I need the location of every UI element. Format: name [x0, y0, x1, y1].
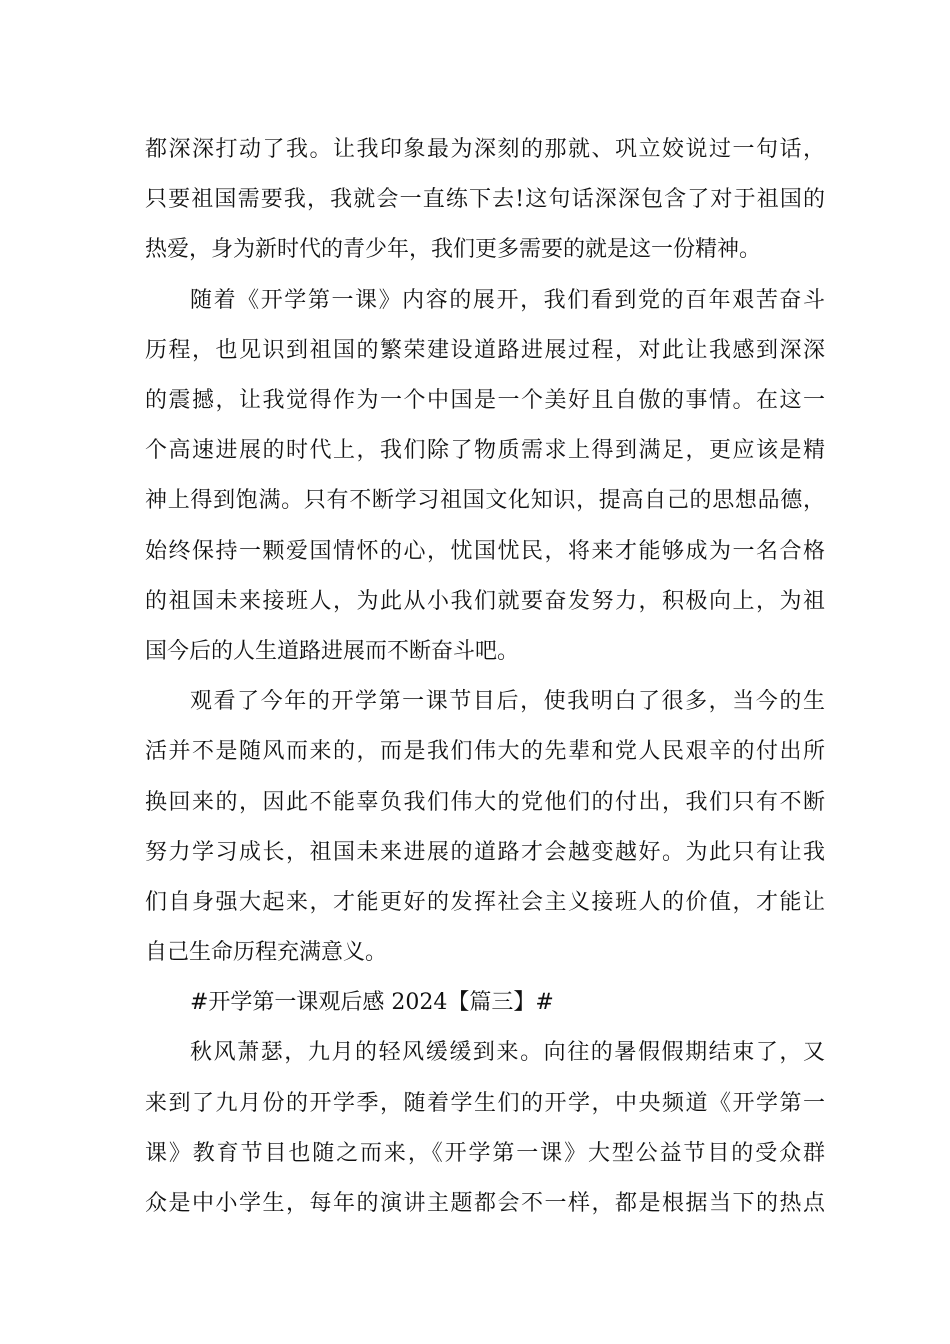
- paragraph-2-line-3: 的震撼，让我觉得作为一个中国是一个美好且自傲的事情。在这一: [145, 388, 825, 413]
- paragraph-2-line-2: 历程，也见识到祖国的繁荣建设道路进展过程，对此让我感到深深: [145, 338, 825, 363]
- paragraph-4-line-2: 来到了九月份的开学季，随着学生们的开学，中央频道《开学第一: [145, 1091, 825, 1116]
- paragraph-3-line-6: 自己生命历程充满意义。: [145, 940, 388, 965]
- paragraph-2-line-1: 随着《开学第一课》内容的展开，我们看到党的百年艰苦奋斗: [190, 288, 825, 313]
- paragraph-2-line-8: 国今后的人生道路进展而不断奋斗吧。: [145, 639, 520, 664]
- paragraph-4-line-1: 秋风萧瑟，九月的轻风缓缓到来。向往的暑假假期结束了，又: [190, 1040, 825, 1065]
- paragraph-1-line-1: 都深深打动了我。让我印象最为深刻的那就、巩立姣说过一句话，: [145, 137, 825, 162]
- paragraph-2-line-5: 神上得到饱满。只有不断学习祖国文化知识，提高自己的思想品德，: [145, 488, 825, 513]
- paragraph-3-line-5: 们自身强大起来，才能更好的发挥社会主义接班人的价值，才能让: [145, 890, 825, 915]
- paragraph-3-line-2: 活并不是随风而来的，而是我们伟大的先辈和党人民艰辛的付出所: [145, 739, 825, 764]
- paragraph-4-line-4: 众是中小学生，每年的演讲主题都会不一样，都是根据当下的热点: [145, 1191, 825, 1216]
- paragraph-3-line-4: 努力学习成长，祖国未来进展的道路才会越变越好。为此只有让我: [145, 840, 825, 865]
- paragraph-1-line-2: 只要祖国需要我，我就会一直练下去!这句话深深包含了对于祖国的: [145, 187, 825, 212]
- paragraph-4-line-3: 课》教育节目也随之而来，《开学第一课》大型公益节目的受众群: [145, 1141, 825, 1166]
- paragraph-2-line-4: 个高速进展的时代上，我们除了物质需求上得到满足，更应该是精: [145, 438, 825, 463]
- paragraph-3-line-1: 观看了今年的开学第一课节目后，使我明白了很多，当今的生: [190, 689, 825, 714]
- paragraph-1-line-3: 热爱，身为新时代的青少年，我们更多需要的就是这一份精神。: [145, 237, 762, 262]
- paragraph-2-line-6: 始终保持一颗爱国情怀的心，忧国忧民，将来才能够成为一名合格: [145, 539, 825, 564]
- paragraph-2-line-7: 的祖国未来接班人，为此从小我们就要奋发努力，积极向上，为祖: [145, 589, 825, 614]
- paragraph-3-line-3: 换回来的，因此不能辜负我们伟大的党他们的付出，我们只有不断: [145, 790, 825, 815]
- section-heading: #开学第一课观后感 2024【篇三】#: [190, 990, 554, 1015]
